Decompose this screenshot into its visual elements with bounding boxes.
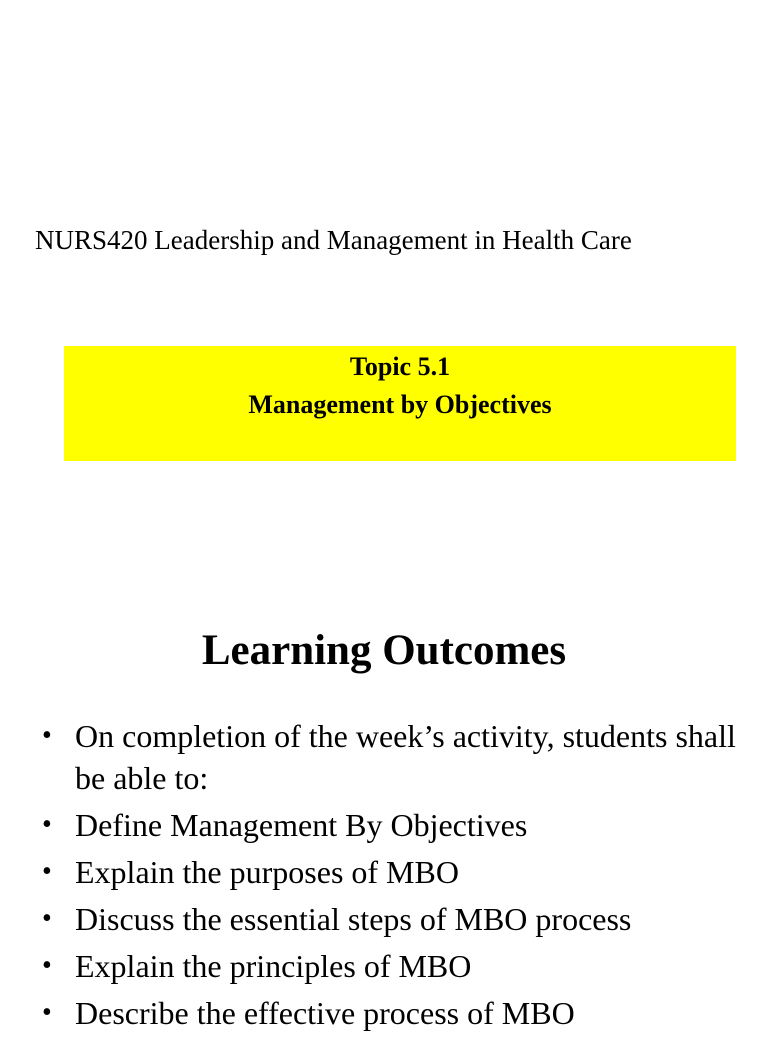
bullet-icon: • (42, 809, 52, 840)
bullet-icon: • (42, 720, 52, 751)
list-item (0, 898, 768, 940)
list-item (0, 715, 768, 799)
learning-outcomes-heading: Learning Outcomes (201, 627, 567, 674)
bullet-icon: • (42, 997, 52, 1028)
bullet-icon: • (42, 856, 52, 887)
list-item-text: On completion of the week’s activity, students shall be able to: (75, 718, 736, 796)
learning-outcomes-list (0, 715, 768, 1039)
list-item (0, 945, 768, 987)
list-item-text: Explain the principles of MBO (75, 948, 472, 984)
topic-number: Topic 5.1 (349, 352, 451, 381)
bullet-icon: • (42, 903, 52, 934)
list-item-text: Explain the purposes of MBO (75, 854, 459, 890)
bullet-icon: • (42, 950, 52, 981)
course-title: NURS420 Leadership and Management in Health Care (35, 225, 632, 255)
topic-highlight-box (64, 346, 736, 461)
list-item-text: Describe the effective process of MBO (75, 995, 575, 1031)
list-item (0, 804, 768, 846)
list-item-text: Discuss the essential steps of MBO process (75, 901, 632, 937)
list-item-text: Define Management By Objectives (75, 807, 528, 843)
topic-name: Management by Objectives (248, 390, 552, 419)
list-item (0, 992, 768, 1034)
list-item (0, 851, 768, 893)
